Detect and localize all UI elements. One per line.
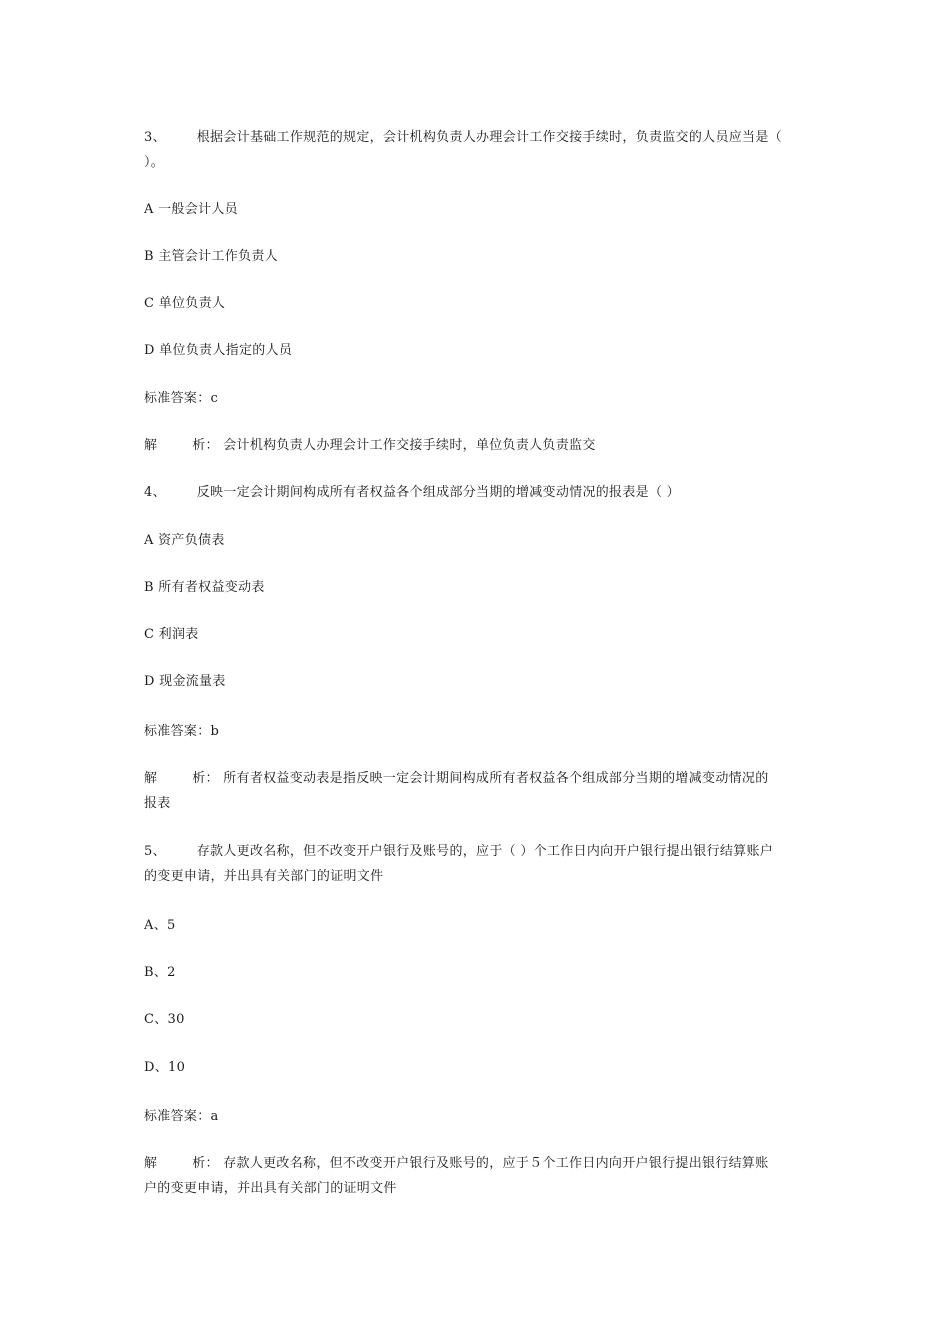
question-3-analysis bbox=[144, 435, 814, 457]
question-3-option-b: B 主管会计工作负责人 bbox=[144, 249, 278, 264]
question-3-stem-line2: ）。 bbox=[144, 155, 165, 170]
question-5-analysis-label-1: 解 bbox=[144, 1156, 158, 1171]
question-5-option-c: C、30 bbox=[144, 1012, 185, 1027]
question-4-option-a: A 资产负债表 bbox=[144, 533, 225, 548]
question-4-answer: 标准答案：b bbox=[144, 724, 220, 739]
question-5-analysis bbox=[144, 1153, 814, 1175]
question-5-option-a: A、5 bbox=[144, 918, 176, 933]
question-3-number: 3、 bbox=[144, 130, 166, 145]
question-5-option-b: B、2 bbox=[144, 965, 176, 980]
question-3-option-d: D 单位负责人指定的人员 bbox=[144, 343, 293, 358]
question-5-number: 5、 bbox=[144, 844, 166, 859]
question-4-analysis-label-2: 析： bbox=[192, 771, 219, 786]
question-3-option-a: A 一般会计人员 bbox=[144, 202, 238, 217]
question-3-stem-text: 根据会计基础工作规范的规定，会计机构负责人办理会计工作交接手续时，负责监交的人员应当是（ bbox=[196, 130, 782, 145]
question-3-analysis-text: 会计机构负责人办理会计工作交接手续时，单位负责人负责监交 bbox=[223, 438, 596, 453]
question-4-analysis-label-1: 解 bbox=[144, 771, 158, 786]
question-4-stem-line1 bbox=[144, 482, 814, 504]
question-3-answer: 标准答案：c bbox=[144, 391, 219, 406]
question-5-analysis-text: 存款人更改名称，但不改变开户银行及账号的，应于５个工作日内向开户银行提出银行结算账 bbox=[223, 1156, 769, 1171]
question-5-stem-line2: 的变更申请，并出具有关部门的证明文件 bbox=[144, 869, 384, 884]
question-4-stem-text: 反映一定会计期间构成所有者权益各个组成部分当期的增减变动情况的报表是（ ） bbox=[196, 485, 680, 500]
question-5-analysis-label-2: 析： bbox=[192, 1156, 219, 1171]
question-3-stem-line1 bbox=[144, 127, 814, 149]
question-5-option-d: D、10 bbox=[144, 1060, 186, 1075]
question-4-analysis-text: 所有者权益变动表是指反映一定会计期间构成所有者权益各个组成部分当期的增减变动情况的 bbox=[223, 771, 769, 786]
question-5-stem-line1 bbox=[144, 841, 814, 863]
question-4-option-c: C 利润表 bbox=[144, 627, 199, 642]
question-4-analysis bbox=[144, 768, 814, 790]
question-4-number: 4、 bbox=[144, 485, 166, 500]
question-3-analysis-label-2: 析： bbox=[192, 438, 219, 453]
question-5-stem-text: 存款人更改名称，但不改变开户银行及账号的，应于（ ）个工作日内向开户银行提出银行结算账户 bbox=[196, 844, 774, 859]
question-4-option-b: B 所有者权益变动表 bbox=[144, 580, 265, 595]
question-3-analysis-label-1: 解 bbox=[144, 438, 158, 453]
question-3-option-c: C 单位负责人 bbox=[144, 296, 226, 311]
question-4-analysis-line2: 报表 bbox=[144, 796, 171, 811]
question-5-analysis-line2: 户的变更申请，并出具有关部门的证明文件 bbox=[144, 1181, 397, 1196]
question-4-option-d: D 现金流量表 bbox=[144, 674, 226, 689]
question-5-answer: 标准答案：a bbox=[144, 1109, 219, 1124]
